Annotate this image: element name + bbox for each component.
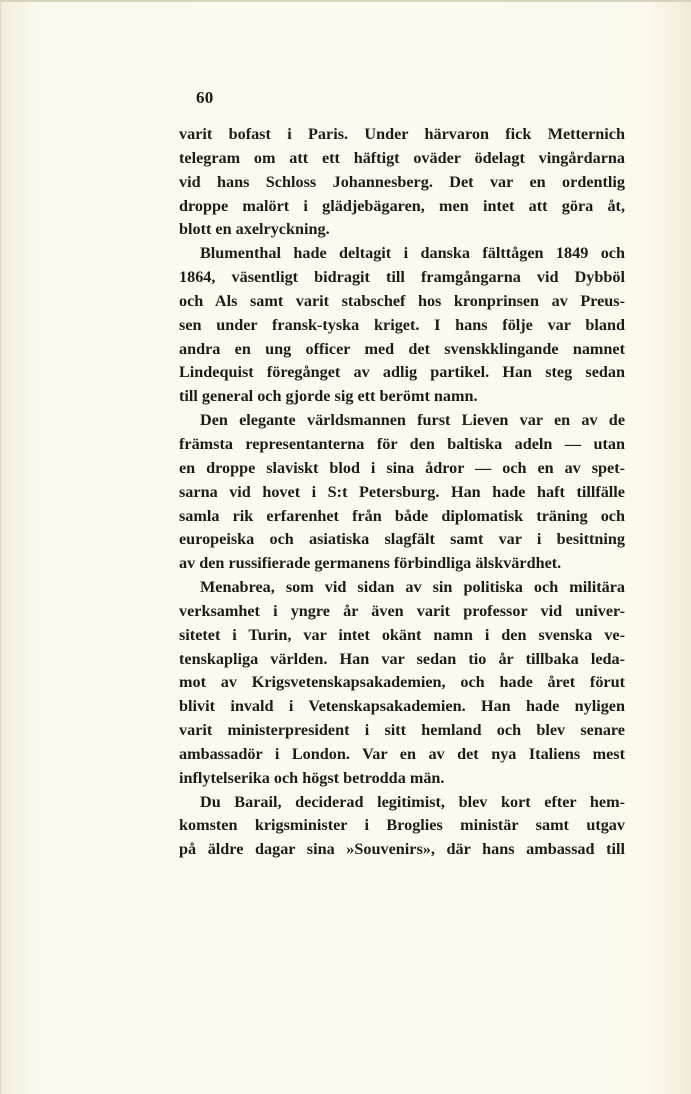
text-line: blivit invald i Vetenskapsakademien. Han hade nyligen bbox=[179, 697, 625, 716]
text-line: 1864, väsentligt bidragit till framgångarna vid Dybböl bbox=[179, 268, 625, 287]
paragraph-3 bbox=[179, 409, 625, 576]
text-line: av den russifierade germanens förbindliga älskvärdhet. bbox=[179, 554, 562, 573]
text-line: samla rik erfarenhet från både diplomatisk träning och bbox=[179, 506, 625, 525]
text-line: blott en axelryckning. bbox=[179, 220, 330, 239]
text-line: Blumenthal hade deltagit i danska fälttågen 1849 och bbox=[200, 244, 625, 263]
text-line: droppe malört i glädjebägaren, men intet att göra åt, bbox=[179, 196, 625, 215]
body-text bbox=[179, 123, 625, 862]
text-line: komsten krigsminister i Broglies ministär samt utgav bbox=[179, 816, 625, 835]
text-line: till general och gjorde sig ett berömt namn. bbox=[179, 387, 478, 406]
text-line: mot av Krigsvetenskapsakademien, och hade året förut bbox=[179, 673, 625, 692]
text-line: Menabrea, som vid sidan av sin politiska och militära bbox=[200, 578, 625, 597]
text-line: på äldre dagar sina »Souvenirs», där hans ambassad till bbox=[179, 840, 625, 859]
text-line: sitetet i Turin, var intet okänt namn i den svenska ve- bbox=[179, 625, 625, 644]
text-line: andra en ung officer med det svenskklingande namnet bbox=[179, 339, 625, 358]
paragraph-5 bbox=[179, 791, 625, 863]
page-number: 60 bbox=[196, 88, 214, 107]
text-line: främsta representanterna för den baltiska adeln — utan bbox=[179, 434, 625, 453]
text-line: Du Barail, deciderad legitimist, blev kort efter hem- bbox=[200, 792, 625, 811]
text-line: varit ministerpresident i sitt hemland och blev senare bbox=[179, 721, 625, 740]
text-line: Lindequist föregånget av adlig partikel. Han steg sedan bbox=[179, 363, 625, 382]
text-line: sarna vid hovet i S:t Petersburg. Han hade haft tillfälle bbox=[179, 482, 625, 501]
text-line: Den elegante världsmannen furst Lieven var en av de bbox=[200, 411, 625, 430]
text-line: verksamhet i yngre år även varit professor vid univer- bbox=[179, 601, 625, 620]
text-line: en droppe slaviskt blod i sina ådror — och en av spet- bbox=[179, 458, 625, 477]
text-line: vid hans Schloss Johannesberg. Det var en ordentlig bbox=[179, 172, 625, 191]
text-line: ambassadör i London. Var en av det nya Italiens mest bbox=[179, 744, 625, 763]
text-line: tenskapliga världen. Han var sedan tio år tillbaka leda- bbox=[179, 649, 625, 668]
paragraph-2 bbox=[179, 242, 625, 409]
text-line: inflytelserika och högst betrodda män. bbox=[179, 768, 445, 787]
paragraph-4 bbox=[179, 576, 625, 791]
text-line: europeiska och asiatiska slagfält samt var i besittning bbox=[179, 530, 625, 549]
text-line: telegram om att ett häftigt oväder ödelagt vingårdarna bbox=[179, 148, 625, 167]
text-line: och Als samt varit stabschef hos kronprinsen av Preus- bbox=[179, 291, 625, 310]
text-line: varit bofast i Paris. Under härvaron fick Metternich bbox=[179, 125, 625, 143]
paragraph-1 bbox=[179, 123, 625, 242]
text-line: sen under fransk-tyska kriget. I hans följe var bland bbox=[179, 315, 625, 334]
